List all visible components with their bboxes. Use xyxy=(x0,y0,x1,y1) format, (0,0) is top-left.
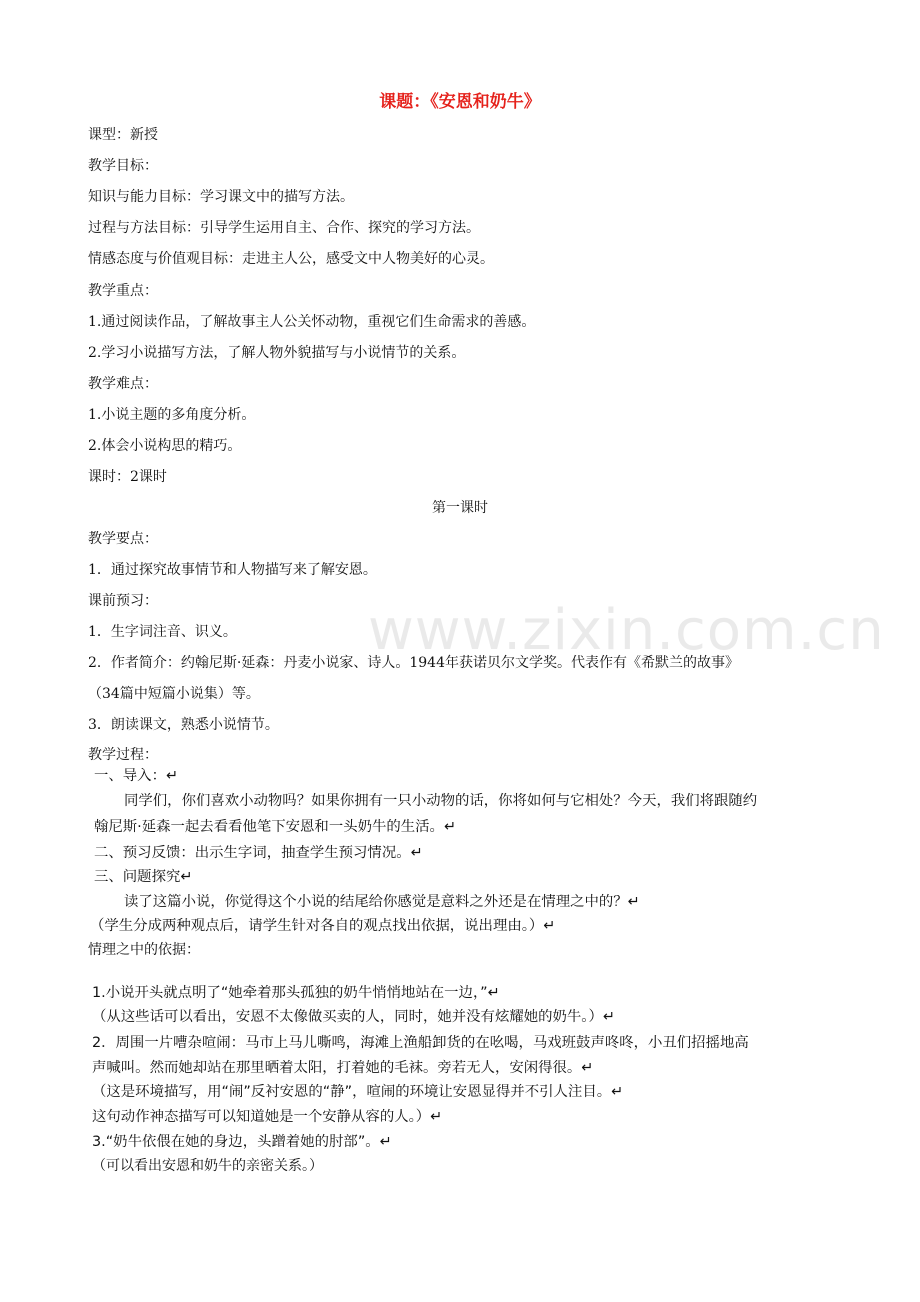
evidence-2-note-cont: 这句动作神态描写可以知道她是一个安静从容的人。）↵ xyxy=(92,1109,443,1125)
heading-process: 教学过程： xyxy=(88,747,158,763)
heading-evidence: 情理之中的依据： xyxy=(88,942,200,958)
evidence-1: 1.小说开头就点明了“她牵着那头孤独的奶牛悄悄地站在一边，”↵ xyxy=(92,985,500,1001)
evidence-2-note: （这是环境描写，用“闹”反衬安恩的“静”，喧闹的环境让安恩显得并不引人注目。↵ xyxy=(92,1084,624,1100)
heading-key-points: 教学重点： xyxy=(88,283,158,299)
key-point-1: 1.通过阅读作品，了解故事主人公关怀动物，重视它们生命需求的善感。 xyxy=(88,314,536,330)
objective-knowledge: 知识与能力目标：学习课文中的描写方法。 xyxy=(88,189,354,205)
teaching-point-1: 1．通过探究故事情节和人物描写来了解安恩。 xyxy=(88,562,377,578)
difficulty-1: 1.小说主题的多角度分析。 xyxy=(88,407,256,423)
heading-teaching-points: 教学要点： xyxy=(88,531,158,547)
step-feedback: 二、预习反馈：出示生字词，抽查学生预习情况。↵ xyxy=(94,845,423,861)
inquiry-question: 读了这篇小说，你觉得这个小说的结尾给你感觉是意料之外还是在情理之中的？↵ xyxy=(124,894,640,910)
key-point-2: 2.学习小说描写方法，了解人物外貌描写与小说情节的关系。 xyxy=(88,345,466,361)
difficulty-2: 2.体会小说构思的精巧。 xyxy=(88,438,242,454)
evidence-3: 3.“奶牛依偎在她的身边，头蹭着她的肘部”。↵ xyxy=(92,1134,392,1150)
heading-objectives: 教学目标： xyxy=(88,158,158,174)
objective-emotion: 情感态度与价值观目标：走进主人公，感受文中人物美好的心灵。 xyxy=(88,251,494,267)
intro-text-1: 同学们，你们喜欢小动物吗？如果你拥有一只小动物的话，你将如何与它相处？今天，我们将跟随约 xyxy=(124,793,758,809)
evidence-3-note: （可以看出安恩和奶牛的亲密关系。） xyxy=(92,1158,323,1174)
preview-1: 1．生字词注音、识义。 xyxy=(88,624,237,640)
class-hours: 课时：2课时 xyxy=(88,469,167,485)
watermark: www.zixin.com.cn xyxy=(368,598,885,663)
preview-2: 2．作者简介：约翰尼斯·延森：丹麦小说家、诗人。1944年获诺贝尔文学奖。代表作有《希默兰的故事》 xyxy=(88,655,739,671)
evidence-1-note: （从这些话可以看出，安恩不太像做买卖的人，同时，她并没有炫耀她的奶牛。）↵ xyxy=(92,1009,615,1025)
preview-3: 3．朗读课文，熟悉小说情节。 xyxy=(88,717,279,733)
lesson-title: 课题：《安恩和奶牛》 xyxy=(379,92,541,112)
evidence-2: 2．周围一片嘈杂喧闹：马市上马儿嘶鸣，海滩上渔船卸货的在吆喝，马戏班鼓声咚咚，小丑们招摇地高 xyxy=(92,1035,749,1051)
heading-preview: 课前预习： xyxy=(88,593,158,609)
step-inquiry: 三、问题探究↵ xyxy=(94,869,193,885)
intro-text-2: 翰尼斯·延森一起去看看他笔下安恩和一头奶牛的生活。↵ xyxy=(94,819,457,835)
inquiry-note: （学生分成两种观点后，请学生针对各自的观点找出依据，说出理由。）↵ xyxy=(90,918,556,934)
step-intro: 一、导入：↵ xyxy=(94,768,179,784)
objective-process: 过程与方法目标：引导学生运用自主、合作、探究的学习方法。 xyxy=(88,220,480,236)
section-first-lesson: 第一课时 xyxy=(432,500,488,516)
heading-difficulties: 教学难点： xyxy=(88,376,158,392)
evidence-2-cont: 声喊叫。然而她却站在那里晒着太阳，打着她的毛袜。旁若无人，安闲得很。↵ xyxy=(92,1060,594,1076)
lesson-type: 课型：新授 xyxy=(88,127,158,143)
preview-2-cont: （34篇中短篇小说集）等。 xyxy=(88,686,260,702)
